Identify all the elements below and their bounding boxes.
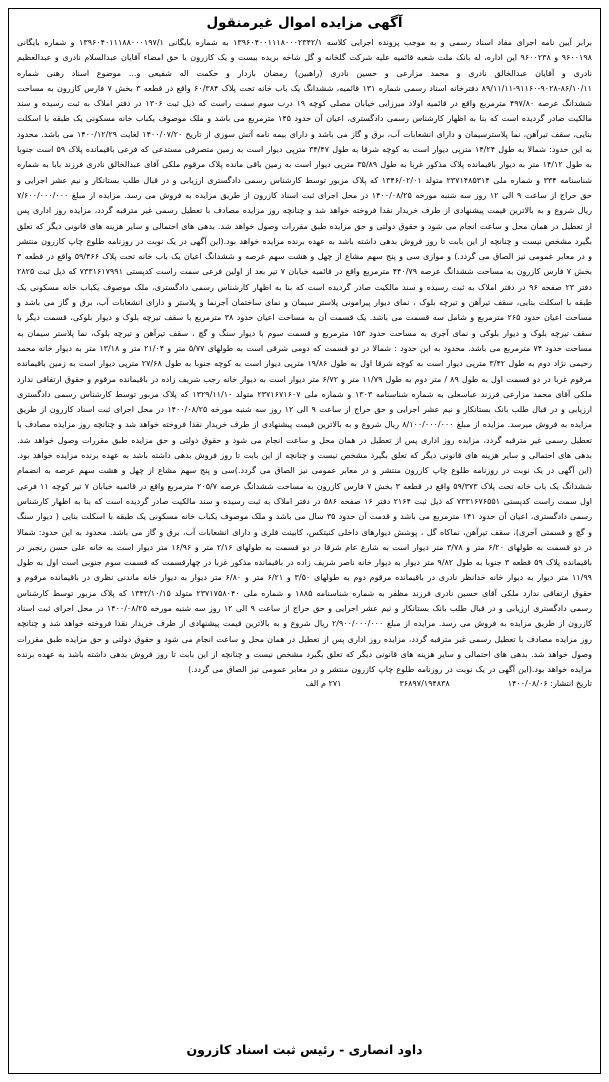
auction-notice [8, 8, 601, 1074]
notice-body [9, 35, 600, 677]
notice-code: ۲۷۱ م الف [305, 679, 342, 689]
reference-number: ۳۶۸۹۷/۱۹۴۸۳۸ [399, 679, 450, 689]
signature: داود انصاری - رئیس ثبت اسناد کازرون [186, 1042, 423, 1057]
notice-paragraph: برابر آیین نامه اجرای مفاد اسناد رسمی و به موجب پرونده اجرایی کلاسه ۱۳۹۶۰۴۰۰۱۱۱۸۰۰۰۲۳۴۲/۱ به شماره بایگانی ۱۳۹۶۰۴۰۱۱۱۸۸۰۰۰۱۹۷/۱ و شماره بایگانی ۹۶۰۰۱۹۸ و ۹۶۰۰۲۳۸ این اداره، له بانک ملت شعبه قائمیه علیه شرکت گلخانه و گل شاخه بریده بیست و یک کازرون با حق امضاء آقایان عبدالسلام نادری و عبدالعظیم نادری و آقایان عبدالخالق نادری و محمد مزارعی و حسین نادری (راهبین) رمضان بازدار و حکمت اله شفیعی و... موضوع اسناد رهنی شماره ۸۶/۱۰/۱۱-۹۰۲۸-۹۱۱۶۰-۸۹/۱۱/۱۱ دفترخانه اسناد رسمی شماره ۱۳۱ قائمیه، ششدانگ یک باب خانه تحت پلاک ۶۰/۳۸۴ واقع در قطعه ۳ بخش ۷ فارس کازرون به مساحت ششدانگ عرصه ۴۹۷/۸۰ مترمربع واقع در قائمیه اولاد میرزایی خیابان مصلی کوچه ۱۹ درب سوم سمت راست که ذیل ثبت ۱۳۰۶ در دفتر املاک به ثبت رسیده و سند مالکیت صادر گردیده است که بنا به اظهار کارشناس رسمی دادگستری، اعیان آن حدود ۱۴۵ مترمربع می باشد و ملک موصوف یکباب خانه مسکونی یک طبقه با اسکلت بنایی، سقف تیرآهن، نما پلاسترسیمان و دارای انشعابات آب، برق و گاز می باشد و دارای بیمه نامه آتش سوزی از تاریخ ۱۴۰۰/۰۷/۲۰ لغایت ۱۴۰۰/۱۲/۲۹ می باشد. محدود به این حدود: شمالا به طول ۱۴/۲۴ مترپی دیوار است به کوچه شرقا به طول ۳۴/۴۷ مترپی دیوار است به زمین متصرفی مستدعی که فرعی باقیمانده پلاک ۵۹ است جنوبا به طول ۱۴/۱۲ متر به دیوار باقیمانده پلاک مذکور غربا به طول ۳۵/۸۹ مترپی دیوار است به زمین باقی مانده پلاک مرقوم ملکی آقای عبدالخالق نادری فرزند بابا به شماره شناسنامه ۳۳۴ و شماره ملی ۲۳۷۱۴۸۵۳۱۴ متولد ۱۳۴۶/۰۲/۰۱ که پلاک مزبور توسط کارشناس رسمی دادگستری ارزیابی و در قبال طلب بستانکار و نیم عشر اجرایی و حق حراج از ساعت ۹ الی ۱۲ روز سه شنبه مورخه ۱۴۰۰/۰۸/۲۵ در محل اجرای ثبت اسناد کازرون از طریق مزایده به فروش می رسد. مزایده از مبلغ ۷/۶۰۰/۰۰۰/۰۰۰ ریال شروع و به بالاترین قیمت پیشنهادی از طرف خریدار نقدا فروخته خواهد شد و چنانچه روز مزایده مصادف با تعطیل رسمی غیر مترقبه گردد، مزایده روز اداری پس از تعطیل در همان محل و ساعت انجام می شود و حقوق دولتی و حق مزایده طبق مقررات وصول خواهد شد. بدهی های احتمالی و سایر هزینه های قانونی دیگر که تعلق بگیرد مشخص نیست و چنانچه از این بابت تا روز فروش بدهی داشته باشد به عهده برنده مزایده خواهد بود.(این آگهی در یک نوبت در روزنامه طلوع چاپ کازرون منتشر و در معابر عمومی نیز الصاق می گردد.) و موازی سی و پنج سهم مشاع از چهل و هشت سهم عرصه و ششدانگ اعیان یک باب خانه تحت پلاک ۵۹/۴۶۶ واقع در قطعه ۳ بخش ۷ فارس کازرون به مساحت ششدانگ عرصه ۴۴۰/۷۹ مترمربع واقع در قائمیه خیابان ۷ تیر بعد از اولین فرعی سمت راست کدپستی ۷۳۳۱۶۱۷۹۹۱ که ذیل ثبت ۲۸۲۵ دفتر ۲۳ صفحه ۹۶ در دفتر املاک به ثبت رسیده و سند مالکیت صادر گردیده است که بنا به اظهار کارشناس رسمی دادگستری، ملک موصوف یکباب خانه مسکونی یک طبقه با اسکلت بنایی، سقف تیرآهن و تیرچه بلوک ، نمای دیوار پیرامونی پلاستر سیمان و نمای ساختمان آجرنما و پلاستر و دارای انشعابات آب، برق و گاز می باشد و مساحت اعیان حدود ۲۶۵ مترمربع و شامل سه قسمت می باشد. یک قسمت آن به مساحت اعیان حدود ۳۸ مترمربع با سقف تیرچه بلوک و دیوار بلوکی، قسمت دیگر با سقف تیرچه بلوک و دیوار بلوکی و نمای آجری به مساحت حدود ۱۵۳ مترمربع و قسمت سوم با دیوار سنگ و گچ ، سقف تیرآهن و تیرچه بلوک، نما پلاستر سیمان به مساحت حدود ۷۴ مترمربع می باشد. محدود به این حدود : شمالا در دو قسمت که دومی شرقی است به طولهای ۵/۷۷ متر و ۲۱/۰۴ متر و ۱۳/۱۸ متر به دیوار خانه محمد رحیمی نژاد دوم به طول ۳/۴۲ مترپی دیوار است به کوچه شرقا اول به طول ۱۹/۸۶ مترپی دیوار است به کوچه جنوبا به طول ۲۷/۶۸ مترپی دیوار است به زمین باقیمانده مرقوم غربا در دو قسمت اول به طول ۸۹ / متر دوم به طول ۱۱/۷۹ متر و ۶/۷۲ متر دیوار است به دیوار خانه رجب شریف زاده در باقیمانده مرقوم و حقوق ارتفاقی ندارد ملکی آقای محمد مزارعی فرزند عباسعلی به شماره شناسنامه ۱۳۰۳ و شماره ملی ۲۳۷۱۶۷۱۶۰۷ متولد ۱۳۲۹/۱۱/۱۰ که پلاک مزبور توسط کارشناس رسمی دادگستری ارزیابی و در قبال طلب بانک بستانکار و نیم عشر اجرایی و حق حراج از ساعت ۹ الی ۱۲ روز سه شنبه مورخه ۱۴۰۰/۰۸/۲۵ در محل اجرای ثبت اسناد کازرون از طریق مزایده به فروش میرسد. مزایده از مبلغ ۸/۱۰۰/۰۰۰/۰۰۰ ریال شروع و به بالاترین قیمت پیشنهادی از طرف خریدار نقدا فروخته خواهد شد و چنانچه روز مزایده مصادف با تعطیل رسمی غیر مترقبه گردد، مزایده روز اداری پس از تعطیل در همان محل و ساعت انجام می شود و حقوق دولتی و حق مزایده طبق مقررات وصول خواهد شد. بدهی های احتمالی و سایر هزینه های قانونی دیگر که تعلق بگیرد مشخص نیست و چنانچه از این بابت تا روز فروش بدهی داشته باشد به عهده برنده مزایده خواهد بود.(این آگهی در یک نوبت در روزنامه طلوع چاپ کازرون منتشر و در معابر عمومی نیز الصاق می گردد.)سی و پنج سهم مشاع از چهل و هشت سهم عرصه به انضمام ششدانگ یک باب خانه تحت پلاک ۵۹/۳۷۳ واقع در قطعه ۳ بخش ۷ فارس کازرون به مساحت ششدانگ عرصه ۲۰۵/۷ مترمربع واقع در قائمیه خیابان ۷ تیر کوچه ۱۱ فرعی اول سمت راست کدپستی ۷۳۳۱۶۷۶۵۵۱ که ذیل ثبت ۲۱۶۴ دفتر ۱۶ صفحه ۵۸۶ در دفتر املاک به ثبت رسیده و سند مالکیت صادر گردیده است که بنا به اظهار کارشناس رسمی دادگستری، اعیان آن حدود ۱۴۱ مترمربع می باشد و قدمت آن حدود ۳۵ سال می باشد و ملک موصوف یکباب خانه مسکونی یک طبقه با اسکلت بنایی ( دیوار سنگ و گچ و قسمتی آجری)، سقف تیرآهن، نماکاه گل ، پوشش دیوارهای داخلی کنیتکس، کابینت فلزی و دارای انشعابات آب، برق و گاز می باشد. محدود به این حدود: شمالا در دو قسمت به طولهای ۶/۲۰ متر و ۳/۷۸ متر دیوار است به شارع عام شرقا در دو قسمت به طولهای ۲/۱۶ متر و ۱۶/۹۶ متر دیوار است به خانه علی حسن رنجبر در باقیمانده پلاک ۵۹ قطعه ۳ جنوبا به طول ۹/۸۲ متر دیوار به دیوار خانه ناصر شریف زاده در باقیمانده مذکور غربا در چهارقسمت که قسمت سوم جنوبی است اول به طول ۱۱/۹۹ متر دیوار به دیوار خانه خدانظر نادری در باقیمانده مرقوم دوم به طولهای ۳/۵۰ و ۶/۲۱ متر و ۶/۸۰ متر دیوار به دیوار خانه ماندنی نظری در باقیمانده مرقوم و حقوق ارتفاقی ندارد ملکی آقای حسین نادری فرزند مظفر به شماره شناسنامه ۱۸۸۵ و شماره ملی ۲۳۷۱۷۵۸۰۴۰ متولد ۱۳۴۲/۱۰/۱۵ که پلاک مزبور توسط کارشناس رسمی دادگستری ارزیابی و در قبال طلب بانک بستانکار و نیم عشر اجرایی و حق حراج از ساعت ۹ الی ۱۲ روز سه شنبه مورخه ۱۴۰۰/۰۸/۲۵ در محل اجرای ثبت اسناد کازرون از طریق مزایده به فروش می رسد. مزایده از مبلغ ۲/۹۰۰/۰۰۰/۰۰۰ ریال شروع و به بالاترین قیمت پیشنهادی از طرف خریدار نقدا فروخته خواهد شد و چنانچه روز مزایده مصادف با تعطیل رسمی غیر مترقبه گردد، مزایده روز اداری پس از تعطیل در همان محل و ساعت انجام می شود و حقوق دولتی و حق مزایده طبق مقررات وصول خواهد شد. بدهی های احتمالی و سایر هزینه های قانونی دیگر که تعلق بگیرد مشخص نیست و چنانچه از این بابت تا روز فروش بدهی داشته باشد به عهده برنده مزایده خواهد بود.(این آگهی در یک نوبت در روزنامه طلوع چاپ کازرون منتشر و در معابر عمومی نیز الصاق می گردد.) [17, 38, 593, 675]
notice-title: آگهی مزایده اموال غیرمنقول [206, 15, 403, 31]
notice-footer [9, 677, 600, 691]
publish-date: تاریخ انتشار: ۱۴۰۰/۰۸/۰۶ [507, 679, 592, 689]
